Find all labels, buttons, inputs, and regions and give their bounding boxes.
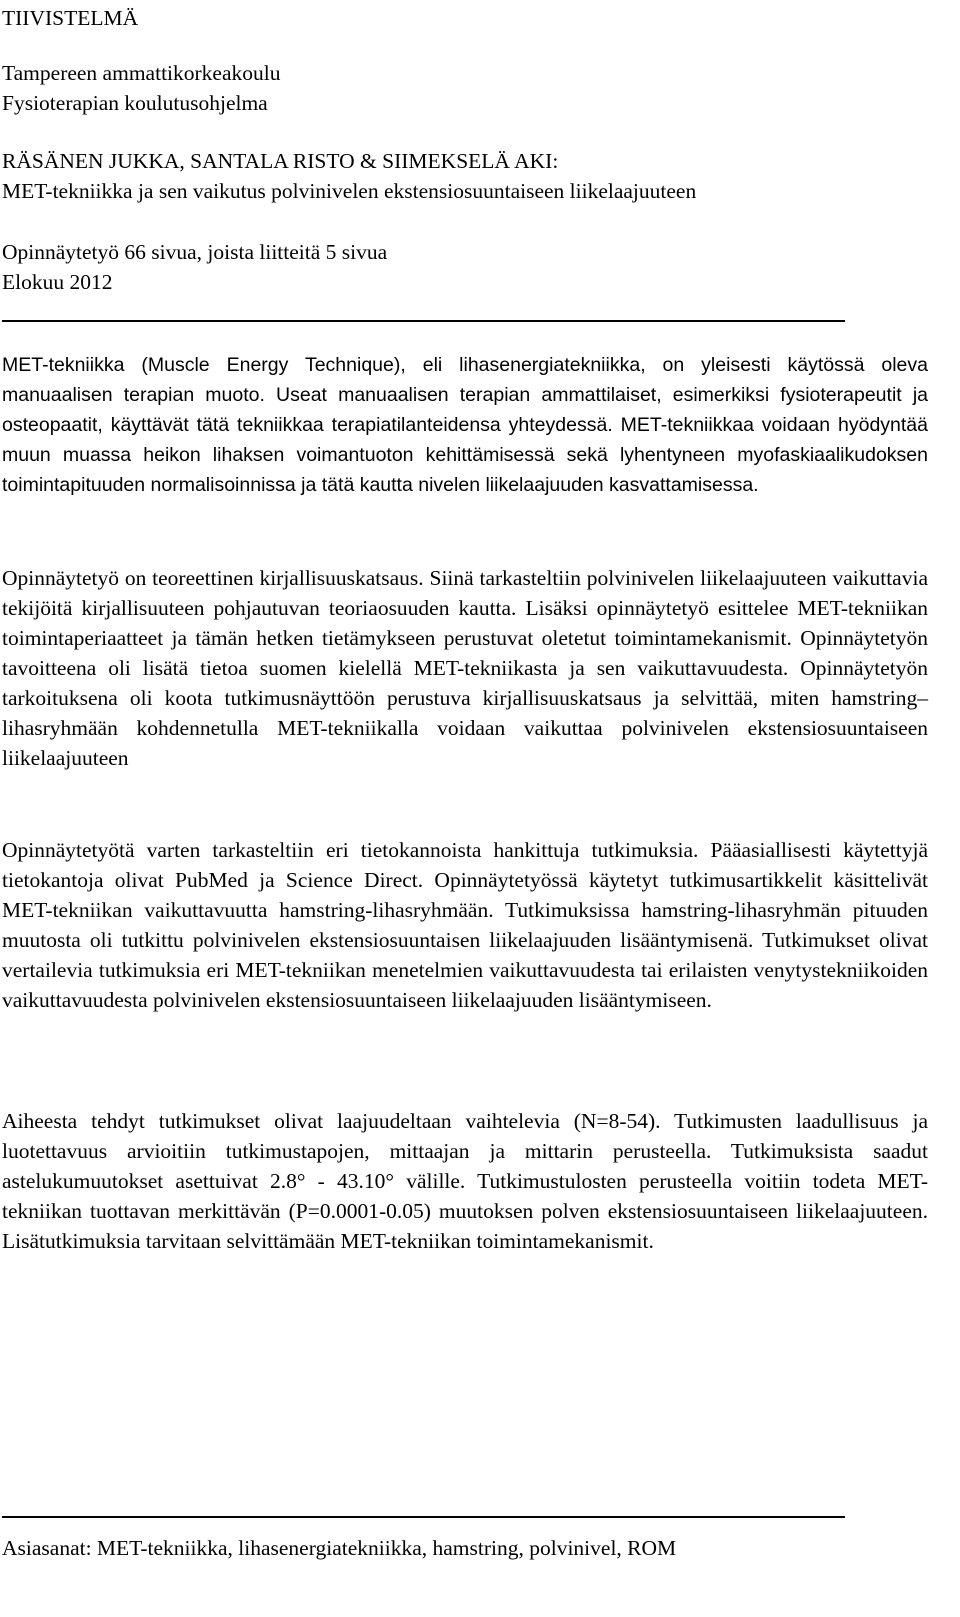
- authors: RÄSÄNEN JUKKA, SANTALA RISTO & SIIMEKSELÄ AKI:: [2, 149, 559, 173]
- abstract-paragraph-3: Opinnäytetyötä varten tarkasteltiin eri tietokannoista hankittuja tutkimuksia. Pääasiallisesti käytettyjä tietokantoja olivat PubMed ja Science Direct. Opinnäytetyössä käytetyt tutkimusartikkelit käsittelivät MET-tekniikan vaikuttavuutta hamstring-lihasryhmään. Tutkimuksissa hamstring-lihasryhmän pituuden muutosta oli tutkittu polvinivelen ekstensiosuuntaisen liikelaajuuden lisääntymisenä. Tutkimukset olivat vertailevia tutkimuksia eri MET-tekniikan menetelmien vaikuttavuudesta tai erilaisten venytystekniikoiden vaikuttavuudesta polvinivelen ekstensiosuuntaiseen liikelaajuuden lisääntymiseen.: [2, 838, 928, 1012]
- top-divider: [2, 320, 845, 322]
- program-name: Fysioterapian koulutusohjelma: [2, 91, 268, 115]
- thesis-title: MET-tekniikka ja sen vaikutus polvinivelen ekstensiosuuntaiseen liikelaajuuteen: [2, 179, 697, 203]
- abstract-paragraph-4: Aiheesta tehdyt tutkimukset olivat laajuudeltaan vaihtelevia (N=8-54). Tutkimusten laadullisuus ja luotettavuus arvioitiin tutkimustapojen, mittaajan ja mittarin perusteella. Tutkimuksista saadut astelukumuutokset asettuivat 2.8° - 43.10° välille. Tutkimustulosten perusteella voitiin todeta MET-tekniikan tuottavan merkittävän (P=0.0001-0.05) muutoksen polven ekstensiosuuntaiseen liikelaajuuteen. Lisätutkimuksia tarvitaan selvittämään MET-tekniikan toimintamekanismit.: [2, 1109, 928, 1253]
- bottom-divider: [2, 1516, 845, 1518]
- keywords: Asiasanat: MET-tekniikka, lihasenergiatekniikka, hamstring, polvinivel, ROM: [2, 1536, 677, 1560]
- thesis-pages: Opinnäytetyö 66 sivua, joista liitteitä 5 sivua: [2, 240, 388, 264]
- school-name: Tampereen ammattikorkeakoulu: [2, 61, 281, 85]
- page-heading: TIIVISTELMÄ: [2, 6, 139, 30]
- abstract-paragraph-1: MET-tekniikka (Muscle Energy Technique), eli lihasenergiatekniikka, on yleisesti käytössä oleva manuaalisen terapian muoto. Useat manuaalisen terapian ammattilaiset, esimerkiksi fysioterapeutit ja osteopaatit, käyttävät tätä tekniikkaa terapiatilanteidensa yhteydessä. MET-tekniikkaa voidaan hyödyntää muun muassa heikon lihaksen voimantuoton kehittämisessä sekä lyhentyneen myofaskiaalikudoksen toimintapituuden normalisoinnissa ja tätä kautta nivelen liikelaajuuden kasvattamisessa.: [2, 354, 928, 496]
- thesis-date: Elokuu 2012: [2, 270, 113, 294]
- abstract-paragraph-2: Opinnäytetyö on teoreettinen kirjallisuuskatsaus. Siinä tarkasteltiin polvinivelen liikelaajuuteen vaikuttavia tekijöitä kirjallisuuteen pohjautuvan teoriaosuuden kautta. Lisäksi opinnäytetyö esittelee MET-tekniikan toimintaperiaatteet ja tämän hetken tietämykseen perustuvat oletetut toimintamekanismit. Opinnäytetyön tavoitteena oli lisätä tietoa suomen kielellä MET-tekniikasta ja sen vaikuttavuudesta. Opinnäytetyön tarkoituksena oli koota tutkimusnäyttöön perustuva kirjallisuuskatsaus ja selvittää, miten hamstring–lihasryhmään kohdennetulla MET-tekniikalla voidaan vaikuttaa polvinivelen ekstensiosuuntaiseen liikelaajuuteen: [2, 566, 928, 770]
